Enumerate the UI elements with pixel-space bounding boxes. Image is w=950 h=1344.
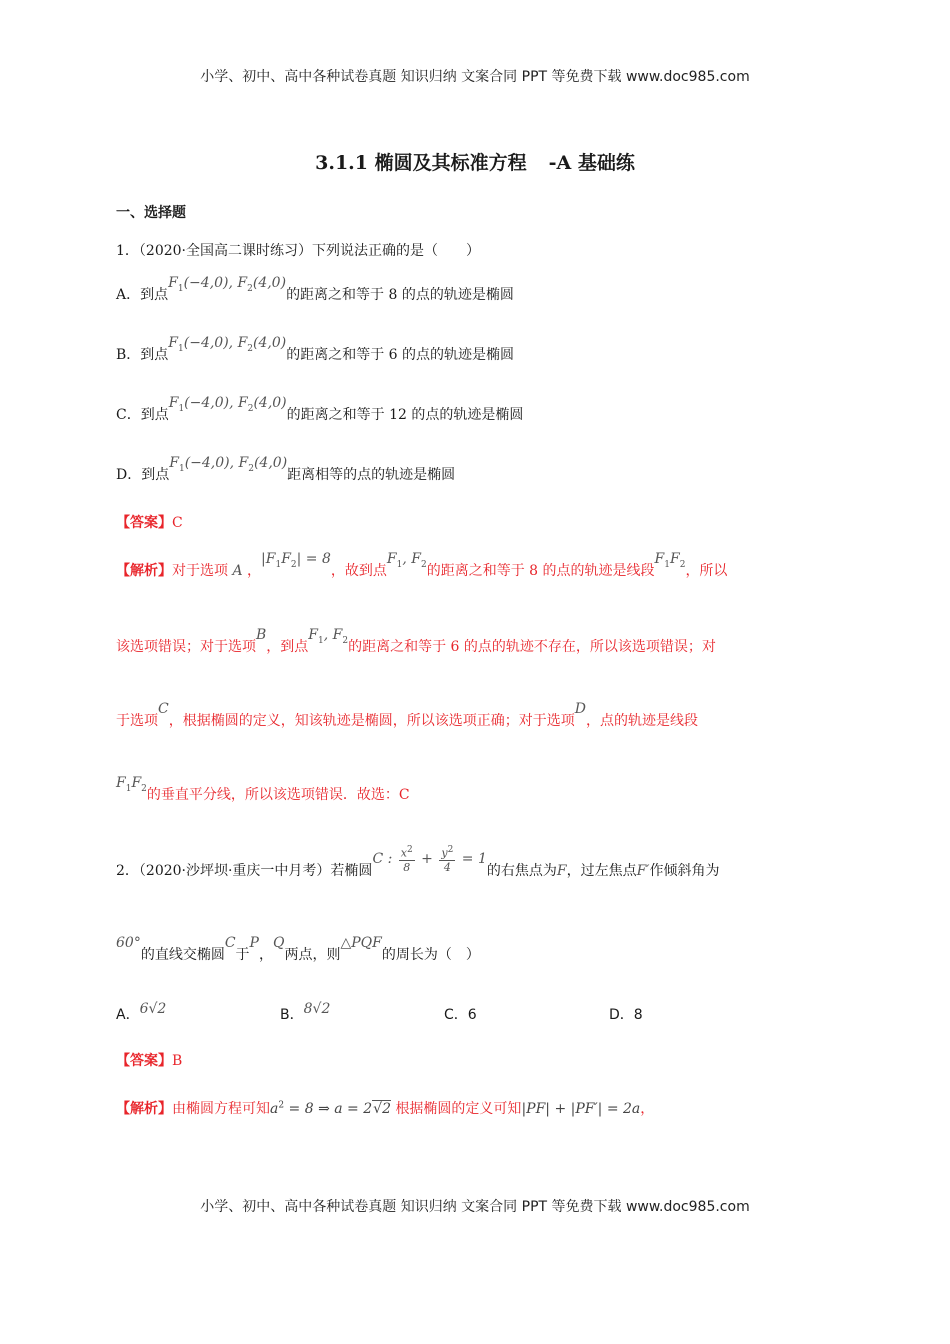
- focus-math: $F_1(-4,0)$, $F_2(4,0)$: [168, 395, 287, 414]
- q1-option-b: B．到点$F_1(-4,0)$, $F_2(4,0)$的距离之和等于 6 的点的轨迹是椭圆: [116, 335, 515, 363]
- title-sub: -A 基础练: [548, 152, 635, 174]
- q2-analysis: 【解析】由椭圆方程可知$a^2 = 8$ ⇒ a = 2√2 根据椭圆的定义可知|PF| + |PF′| = 2a，: [116, 1100, 655, 1117]
- q1-answer: 【答案】C: [116, 515, 183, 531]
- q1-stem: 1．（2020·全国高二课时练习）下列说法正确的是（ ）: [116, 243, 480, 259]
- q1-analysis-line-2: 该选项错误；对于选项B，到点$F_1$, $F_2$的距离之和等于 6 的点的轨迹不存在，所以该选项错误；对: [116, 627, 716, 655]
- q2-option-d: D．8: [609, 1007, 643, 1023]
- page-header: 小学、初中、高中各种试卷真题 知识归纳 文案合同 PPT 等免费下载 www.doc985.com: [200, 69, 750, 85]
- focus-math: $F_1(-4,0)$, $F_2(4,0)$: [169, 455, 288, 474]
- q2-option-c: C．6: [444, 1007, 477, 1023]
- q2-option-a: A．6√2: [116, 1001, 167, 1023]
- q1-analysis-line-1: 【解析】对于选项 A ，$|F_1F_2| = 8$，故到点$F_1$, $F_2$的距离之和等于 8 的点的轨迹是线段$F_1F_2$，所以: [116, 551, 728, 579]
- q1-option-c: C．到点$F_1(-4,0)$, $F_2(4,0)$的距离之和等于 12 的点的轨迹是椭圆: [116, 395, 524, 423]
- title-main: 3.1.1 椭圆及其标准方程: [315, 152, 527, 174]
- q2-answer: 【答案】B: [116, 1053, 183, 1069]
- focus-math: $F_1(-4,0)$, $F_2(4,0)$: [168, 335, 287, 354]
- q1-option-a: A．到点$F_1(-4,0)$, $F_2(4,0)$的距离之和等于 8 的点的轨迹是椭圆: [116, 275, 514, 303]
- q2-stem-line-2: 60°的直线交椭圆C于P，Q两点，则△PQF的周长为（ ）: [116, 935, 480, 963]
- page-title: [0, 148, 950, 175]
- q2-stem-line-1: 2．（2020·沙坪坝·重庆一中月考）若椭圆C : $\frac{x^2}{8}$ + $\frac{y^2}{4}$ = 1的右焦点为F，过左焦点F′作倾斜角为: [116, 845, 720, 879]
- focus-math: $F_1(-4,0)$, $F_2(4,0)$: [168, 275, 287, 294]
- page-footer: 小学、初中、高中各种试卷真题 知识归纳 文案合同 PPT 等免费下载 www.doc985.com: [200, 1199, 750, 1215]
- q1-analysis-line-4: $F_1F_2$的垂直平分线，所以该选项错误．故选：C: [116, 775, 410, 803]
- q1-analysis-line-3: 于选项C，根据椭圆的定义，知该轨迹是椭圆，所以该选项正确；对于选项D，点的轨迹是线段: [116, 701, 698, 729]
- q2-option-b: B．8√2: [280, 1001, 331, 1023]
- section-heading: 一、选择题: [116, 205, 186, 221]
- q1-option-d: D．到点$F_1(-4,0)$, $F_2(4,0)$距离相等的点的轨迹是椭圆: [116, 455, 456, 483]
